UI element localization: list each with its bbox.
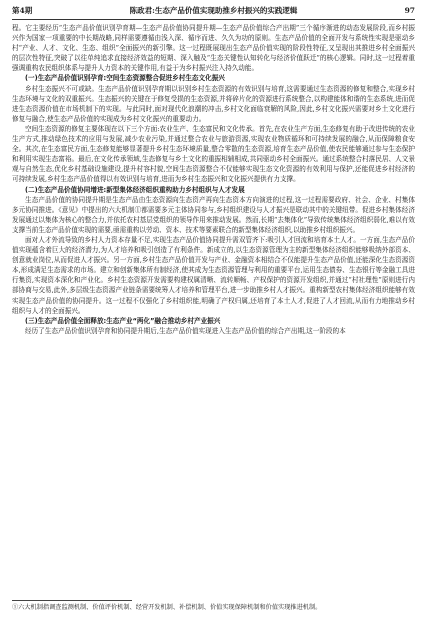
issue-label: 第4期 <box>12 6 33 15</box>
footnote-rule <box>12 600 132 601</box>
header-rule <box>12 19 415 20</box>
page-number: 97 <box>404 6 415 15</box>
article-body <box>12 23 415 336</box>
paragraph-5: 面对人才外流导致的乡村人力资本存量不足,实现生态产品价值协同提升需双管齐下:吸引人才回流和培育本土人才。一方面,生态产品价值实现蕴含着巨大的经济潜力,为人才培养和吸引创造了有利条件。新成立的,以生态资源管理为主的新型集体经济组织能够吸纳外部资本、创意就业岗位,从而促进人才振兴。另一方面,乡村生态产品价值开发与产业、金融资本相结合不仅能提升生态产品价值,还能深化生态资源资本,形成满足生态需求的市场。建立和创新集体所有制经济,使其成为生态资源管理与利用的重要平台,运用生态债券、生态银行等金融工具进行集资,实现资本深化和产业化。乡村生态资源开发需要构建权属清晰、流转顺畅、产权保护的资源开发组织,并通过“村社理性”原则进行内部协商与交易,此外,多层级生态资源产业链条需要统筹人才培养和管理平台,进一步助推乡村人才振兴。重构新型农村集体经济组织能够有效实现生态产品价值的协同提升。这一过程不仅强化了乡村组织能,明确了产权归属,还培育了本土人才,促进了人才回流,从而有力地推动乡村组织与人才的全面振兴。 <box>12 235 415 315</box>
running-title: 陈政君:生态产品价值实现助推乡村振兴的实践逻辑 <box>129 6 298 15</box>
paragraph-3: 空间生态资源的修复主要体现在以下三个方面:农业生产、生态富民和文化传承。首先,在农业生产方面,生态修复有助于改进传统的农业生产方式,推动绿色技术的应用与发展,减少农业污染,并通过整合农业与旅游资源,实现农业物质循环和可持续发展的融合,从而保障粮食安全。其次,在生态富民方面,生态修复能够显著提升乡村生态环境质量,整合零散的生态资源,培育生态产品价值,使农民能够通过参与生态保护和利用实现生态富裕。最后,在文化传承领域,生态修复与乡土文化的重振相辅相成,共同驱动乡村全面振兴。通过系统整合村落民居、人文景观与自然生态,优化乡村基础设施建设,提升村容村貌,空间生态资源整合不仅能够实现生态文化资源的有效利用与保护,还能促进乡村经济的可持续发展,乡村生态产品价值得以有效识别与培育,进而为乡村生态振兴和文化振兴提供有力支撑。 <box>12 124 415 184</box>
footnote: ①六大机制指调查监测机制、价值评价机制、经营开发机制、补偿机制、价值实现保障机制和价值实现推进机制。 <box>12 604 322 611</box>
paragraph-2: 乡村生态振兴不可或缺。生态产品价值识别孕育期以识别乡村生态资源的有效识别与培育,这需要通过生态资源的修复和整合,实现乡村生态环境与文化的双重振兴。生态振兴的关键在于修复受损的生态资源,并将碎片化的资源进行系统整合,以构建能体和谐的生态系统,进而促进生态资源价值在市场机制下的实现。与此同时,面对现代化浪潮的冲击,乡村文化面临衰解的风险,因此,乡村文化振兴需要对乡土文化进行修复与融合,使生态产品价值的实现成为乡村文化振兴的重要动力。 <box>12 84 415 123</box>
paragraph-1: 程。它主要经历“生态产品价值识别孕育期—生态产品价值协同提升期—生态产品价值综合产出期”三个循序渐进的动态发展阶段,而乡村振兴作为国家一项重要的中长期战略,同样需要遵循由浅入深、循序而进、久久为功的原则。生态产品价值的全面开发与系统性实现是驱动乡村“产业、人才、文化、生态、组织”全面振兴的新引擎。这一过程既展现出生态产品价值实现的阶段性特征,又呈现出其推进乡村全面振兴的层次性特征,突破了以往单纯追求直接经济效益的短期、深入触及“生态关键性认知转化与经济价值跃迁”的核心逻辑。同时,这一过程着重强调重构农民组织体系与提升人力资本的关键作用,有益于为乡村振兴注入持久动能。 <box>12 24 415 73</box>
section-heading-3: (三)生态产品价值全面释放:生态产业“两化”融合推动乡村产业振兴 <box>25 316 221 325</box>
paragraph-4: 生态产品价值的协同提升期是生态产品由生态资源向生态资产再向生态资本方向演进的过程,这一过程需要政府、社会、企业、村集体多元协同推进。《意见》中提出的六大机制①都需要多元主体协同参与,乡村组织建设与人才振兴是联动其中的关键纽带。促进乡村集体经济发展通过以集体为核心的整合力,并依托农村基层党组织的领导作用来推动发展。然而,长期“去集体化”导致传统集体经济组织弱化,难以有效支撑当前生态产品价值实现的需要,亟需重构以劳动、资本、技术等要素联合的新型集体经济组织,以助推乡村组织振兴。 <box>12 195 415 234</box>
running-header <box>12 4 415 18</box>
section-heading-2: (二)生态产品价值协同增进:新型集体经济组织重构助力乡村组织与人才发展 <box>25 185 245 194</box>
section-heading-1: (一)生态产品价值识别孕育:空间生态资源整合促进乡村生态文化振兴 <box>25 74 225 83</box>
paragraph-6: 经历了生态产品价值识别孕育和协同提升期后,生态产品价值实现进入生态产品价值的综合产出期,这一阶段的本 <box>25 326 346 335</box>
